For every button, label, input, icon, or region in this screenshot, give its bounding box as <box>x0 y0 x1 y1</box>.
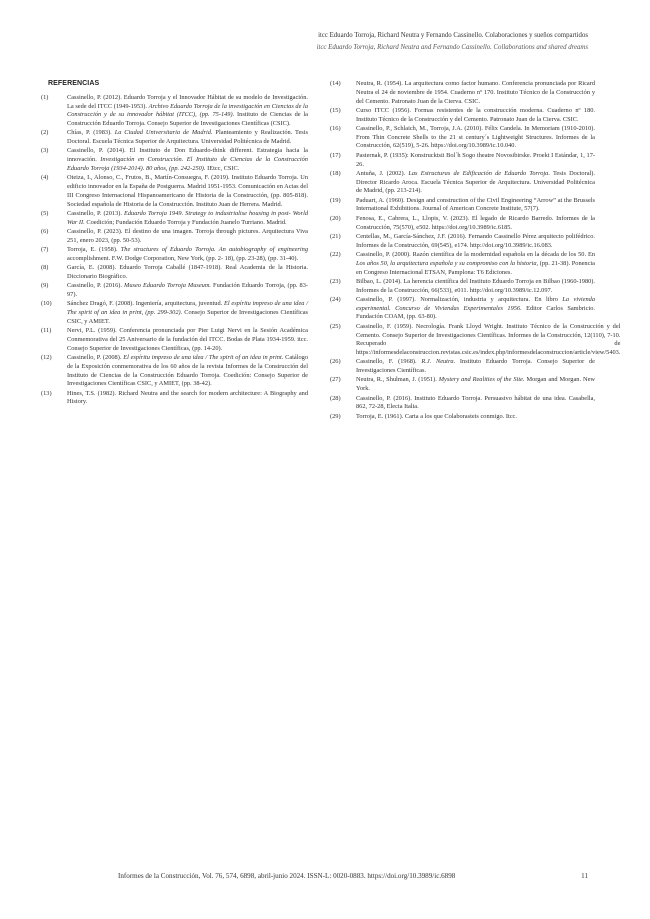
reference-text-part: Fundación Eduardo Torroja, (pp. 83-97). <box>67 282 308 298</box>
reference-text-part: Nervi, P.L. (1959). Conferencia pronunciada por Pier Luigi Nervi en la Sesión Académica Conmemorativa del 25 Aniversario de la fundación del ITCC. Bodas de Plata 1934-1959. itcc. Consejo Superior de Investigaciones Científicas, (pp. 14-20). <box>67 327 308 352</box>
reference-text <box>356 413 595 422</box>
reference-number: (18) <box>330 169 341 177</box>
reference-number: (20) <box>330 214 341 222</box>
reference-title-italic: Investigación en Construcción. El Instituto de Ciencias de la Construcción Eduardo Torroja (1934-2014). 80 años, (pp. 242-250). <box>67 156 308 172</box>
reference-text <box>356 197 595 215</box>
reference-number: (17) <box>330 151 341 159</box>
reference-text-part: Chías, P. (1983). <box>67 129 115 137</box>
reference-item <box>330 233 595 251</box>
reference-text <box>67 264 308 282</box>
reference-text-part: Cassinello, P. (2023). El destino de una imagen. Torroja through pictures. Arquitectura Viva 251, enero 2023, (pp. 50-53). <box>67 227 308 244</box>
reference-item <box>330 215 595 233</box>
reference-title-italic: La vivienda experimental. Concurso de Viviendas Experimentales 1956. <box>356 295 595 312</box>
reference-text <box>67 354 308 389</box>
reference-number: (15) <box>330 106 341 114</box>
reference-title-italic: Mystery and Realities of the Site. <box>438 376 525 384</box>
reference-text-part: Fenosa, E., Cabrera, L., Llopis, V. (2023). El legado de Ricardo Barredo. Informes de la Construcción, 75(570), e502. https://doi.org/10.3989/ic.6185. <box>356 214 595 231</box>
reference-number: (29) <box>330 412 341 420</box>
reference-title-italic: Museo Eduardo Torroja Museum. <box>124 282 212 290</box>
reference-text-part: Oteiza, I., Alonso, C., Frutos, B., Martín-Consuegra, F. (2019). Instituto Eduardo Torroja. Un edificio innovador en la España de Postguerra. Madrid 1951-1953. Comunicación en Actas del III Congreso Internacional Hispanoamericano de Historia de la Construcción, (pp. 805-818). Sociedad española de Historia de la Construcción. Instituto Juan de Herrera. Madrid. <box>67 174 308 208</box>
reference-text <box>67 147 308 173</box>
reference-text <box>356 107 595 125</box>
reference-title-italic: La Ciudad Universitaria de Madrid. <box>114 129 213 137</box>
reference-item <box>330 251 595 277</box>
reference-item <box>41 264 308 282</box>
reference-item <box>330 125 595 151</box>
running-header <box>317 30 588 53</box>
reference-item <box>41 174 308 209</box>
reference-text <box>356 358 595 376</box>
reference-number: (12) <box>41 354 52 362</box>
reference-text-part: Cassinello, P. (2013). <box>67 209 124 217</box>
reference-text-part: Cassinello, P. (2016). Instituto Eduardo Torroja. Persuasivo hábitat de una idea. Casabella, 862, 72-28, Electa Italia. <box>356 394 595 411</box>
reference-item <box>41 300 308 326</box>
reference-number: (2) <box>41 129 49 137</box>
reference-text <box>356 170 595 196</box>
reference-number: (28) <box>330 394 341 402</box>
reference-text-part: Torroja, E. (1958). <box>67 246 121 254</box>
reference-text-part: Cassinello, P., Schlaich, M., Torroja, J.A. (2010). Félix Candela. In Memoriam (1910-2010). From Thin Concrete Shells to the 21 st century´s Lightweight Structures. Informes de la Construcción, 62(519), 5-26. https://doi.org/10.3989/ic.10.040. <box>356 124 595 150</box>
reference-item <box>41 390 308 408</box>
reference-text-part: Instituto Eduardo Torroja. Consejo Superior de Investigaciones Científicas. <box>356 358 595 375</box>
reference-text-part: Bilbao, L. (2014). La herencia científica del Instituto Eduardo Torroja en Bilbao (1960-1980). Informes de la Construcción, 66(533), e011. http://doi.org/10.3989/ic.12.097. <box>356 277 595 294</box>
reference-number: (9) <box>41 282 49 290</box>
reference-number: (25) <box>330 322 341 330</box>
reference-text-part: Cassinello, P. (1997). Normalización, industria y arquitectura. En libro <box>356 295 563 303</box>
reference-item <box>330 80 595 106</box>
reference-number: (10) <box>41 300 52 308</box>
reference-text-part: Catálogo de la Exposición conmemorativa de los 60 años de la revista Informes de la Construcción del Instituto de Ciencias de la Construcción Eduardo Torroja. Coedición: Consejo Superior de Investigaciones Científicas CSIC, y AMIET, (pp. 38-42). <box>67 354 308 388</box>
reference-title-italic: Eduardo Torroja 1949. Strategy to industrialise housing in post- World War II. <box>67 209 309 226</box>
reference-item <box>330 376 595 394</box>
reference-number: (3) <box>41 147 49 155</box>
reference-item <box>41 228 308 246</box>
reference-text-part: Coedición; Fundación Eduardo Torroja y Fundación Juanelo Turriano. Madrid. <box>84 218 287 226</box>
reference-text <box>67 327 308 353</box>
reference-item <box>330 152 595 170</box>
references-heading: REFERENCIAS <box>48 80 100 87</box>
reference-item <box>41 282 308 300</box>
reference-number: (21) <box>330 232 341 240</box>
reference-text <box>356 323 620 358</box>
reference-item <box>330 197 595 215</box>
reference-number: (11) <box>41 327 52 335</box>
reference-text-part: Hines, T.S. (1982). Richard Neutra and the search for modern architecture: A Biography and History. <box>67 389 308 406</box>
reference-text-part: García, E. (2008). Eduardo Torroja Caballé (1847-1918). Real Academia de la Historia. Diccionario Biográfico. <box>67 264 308 280</box>
reference-text-part: Cassinello, F. (1968). <box>356 358 422 366</box>
reference-item <box>41 246 308 264</box>
reference-number: (27) <box>330 376 341 384</box>
reference-number: (8) <box>41 264 49 272</box>
reference-text-part: Morgan and Morgan. New York. <box>356 376 595 393</box>
reference-text-part: Neutra, R. (1954). La arquitectura como factor humano. Conferencia pronunciada por Ricard Neutra el 24 de noviembre de 1954. Cuaderno nº 170. Instituto Técnico de la Construcción y del Cemento. Patronato Juan de la Cierva. CSIC. <box>356 80 595 105</box>
reference-item <box>330 413 595 422</box>
reference-number: (22) <box>330 251 341 258</box>
reference-text <box>67 129 308 147</box>
reference-item <box>330 395 595 413</box>
reference-item <box>330 278 595 296</box>
reference-text <box>67 174 308 209</box>
reference-text-part: Antuña, J. (2002). <box>356 169 409 177</box>
reference-number: (7) <box>41 246 49 254</box>
reference-number: (14) <box>330 80 341 87</box>
reference-text-part: (pp. 21-38). Ponencia en Congreso Internacional ETSAN, Pamplona: T6 Ediciones. <box>356 259 595 276</box>
reference-number: (6) <box>41 227 49 235</box>
reference-text <box>356 215 595 233</box>
reference-text-part: Pasternak, P. (1935): Konstrucktsii Bol´h Sogo theatre Novosibirske. Proekt I Estándar, 1, 17-26. <box>356 151 595 168</box>
reference-number: (1) <box>41 93 49 101</box>
reference-text-part: Neutra, R., Shulman, J. (1951). <box>356 376 439 384</box>
reference-title-italic: R.J. Neutra. <box>421 358 456 366</box>
reference-item <box>41 210 308 228</box>
reference-text <box>356 80 595 106</box>
reference-text <box>67 246 308 264</box>
reference-number: (5) <box>41 209 49 217</box>
reference-text-part: Cassinello, P. (2016). <box>67 282 125 290</box>
reference-text-part: Cassinello, P. (2008). <box>67 354 124 362</box>
reference-number: (13) <box>41 389 52 397</box>
reference-text-part: accomplishment. F.W. Dodge Corporation, New York, (pp. 2- 18), (pp. 23-28), (pp. 31-40). <box>67 254 299 262</box>
reference-text-part: Planteamiento y Realización. Tesis Doctoral. Escuela Técnica Superior de Arquitectura. Universidad Politécnica de Madrid. <box>67 129 308 146</box>
reference-title-italic: Las Estructuras de Edificación de Eduardo Torroja. <box>408 169 550 177</box>
reference-text <box>356 125 595 151</box>
reference-text <box>356 251 595 277</box>
reference-text-part: IEtcc, CSIC. <box>205 164 240 172</box>
running-header-spanish: itcc Eduardo Torroja, Richard Neutra y Fernando Cassinello. Colaboraciones y sueños compartidos <box>318 32 588 39</box>
reference-item <box>41 129 308 147</box>
page-footer <box>118 872 588 880</box>
reference-item <box>41 94 308 129</box>
reference-title-italic: El espíritu impreso de una idea / The spirit of an idea in print. <box>123 354 284 362</box>
page-number: 11 <box>581 872 588 880</box>
reference-title-italic: El espíritu impreso de una idea / The spirit of an idea in print, (pp. 299-302). <box>67 300 308 317</box>
reference-text <box>356 376 595 394</box>
running-header-english: itcc Eduardo Torroja, Richard Neutra and Fernando Cassinello. Collaborations and shared dreams <box>316 43 588 51</box>
reference-text <box>67 94 308 129</box>
reference-text-part: Cassinello, P. (2014). El Instituto de Don Eduardo-think different. Estrategia hacia la innovación. <box>67 147 308 164</box>
reference-text <box>356 278 595 296</box>
references-column-left <box>41 80 308 408</box>
reference-item <box>41 327 308 353</box>
reference-text-part: Consejo Superior de Investigaciones Científicas CSIC, y AMIET. <box>67 309 309 325</box>
reference-title-italic: Archivo Eduardo Torroja de la investigación en Ciencias de la Construcción y de su innovador hábitat (ITCC), (pp. 75-149). <box>67 102 308 119</box>
reference-item <box>330 358 595 376</box>
reference-text-part: Sánchez Dragó, F. (2008). Ingeniería, arquitectura, juventud. <box>67 300 224 308</box>
reference-text-part: Paduart, A. (1960). Design and construction of the Civil Engineering “Arrow” at the Brussels International Exhibitions. Journal of American Concrete Institute, 57(7). <box>356 196 595 213</box>
reference-item <box>330 322 621 358</box>
reference-text <box>356 233 595 251</box>
reference-item <box>330 170 595 196</box>
reference-item <box>41 147 308 173</box>
reference-item <box>41 354 308 389</box>
reference-text <box>67 300 308 326</box>
reference-number: (19) <box>330 196 341 204</box>
reference-item <box>330 107 595 125</box>
reference-number: (16) <box>330 124 341 132</box>
reference-text <box>67 390 308 408</box>
reference-number: (23) <box>330 277 341 285</box>
reference-text-part: Centellas, M., García-Sánchez, J.F. (2016). Fernando Cassinello Pérez arquitecto polifédrico. Informes de la Construcción, 69(545), e174. http://doi.org/10.3989/ic.16.083. <box>356 232 595 249</box>
reference-text-part: Instituto de Ciencias de la Construcción Eduardo Torroja. Consejo Superior de Investigaciones Científicas (CSIC). <box>67 111 308 127</box>
reference-text-part: Torroja, E. (1961). Carta a los que Colaborasteis conmigo. Itcc. <box>356 412 517 420</box>
reference-text <box>356 296 595 322</box>
reference-text-part: Cassinello, F. (1959). Necrología. Frank Lloyd Wright. Instituto Técnico de la Construcción y del Cemento. Consejo Superior de Investigaciones Científicas. Informes de la Construcción, 12(110), 7-10. Recuperado de https://informesdelaconstruccion.revistas.csic.es/index.php/informesdelaconstruccion/article/view/5403. <box>356 322 621 357</box>
references-column-right <box>330 80 621 422</box>
reference-number: (24) <box>330 295 341 303</box>
footer-citation: Informes de la Construcción, Vol. 76, 574, 6898, abril-junio 2024. ISSN-L: 0020-0883. https://doi.org/10.3989/ic.6898 <box>118 872 456 880</box>
reference-text-part: Tesis Doctoral). Director Ricardo Aroca. Escuela Técnica Superior de Arquitectura. Universidad Politécnica de Madrid, (pp. 213-214). <box>356 169 595 195</box>
reference-text <box>356 395 595 413</box>
reference-item <box>330 296 595 322</box>
reference-text-part: Curso ITCC (1956). Formas resistentes de la construcción moderna. Cuaderno nº 180. Instituto Técnico de la Construcción y del Cemento. Patronato Juan de la Cierva. CSIC. <box>356 106 595 123</box>
reference-text <box>67 210 308 228</box>
reference-title-italic: Los años 50, la arquitectura española y su compromiso con la historia, <box>356 259 539 267</box>
reference-text <box>67 228 308 246</box>
reference-number: (4) <box>41 174 49 182</box>
reference-text-part: Cassinello, P. (2000). Razón científica de la modernidad española en la década de los 50. En <box>356 251 595 258</box>
reference-text <box>67 282 308 300</box>
reference-text-part: Editor Carlos Sambricio. Fundación COAM, (pp. 63-80). <box>356 304 595 321</box>
reference-title-italic: The structures of Eduardo Torroja. An autobiography of engineering <box>120 246 308 254</box>
reference-number: (26) <box>330 358 341 366</box>
reference-text-part: Cassinello, P. (2012). Eduardo Torroja y el Innovador Hábitat de su modelo de Investigación. La sede del ITCC (1949-1953). <box>67 93 308 110</box>
reference-text <box>356 152 595 170</box>
